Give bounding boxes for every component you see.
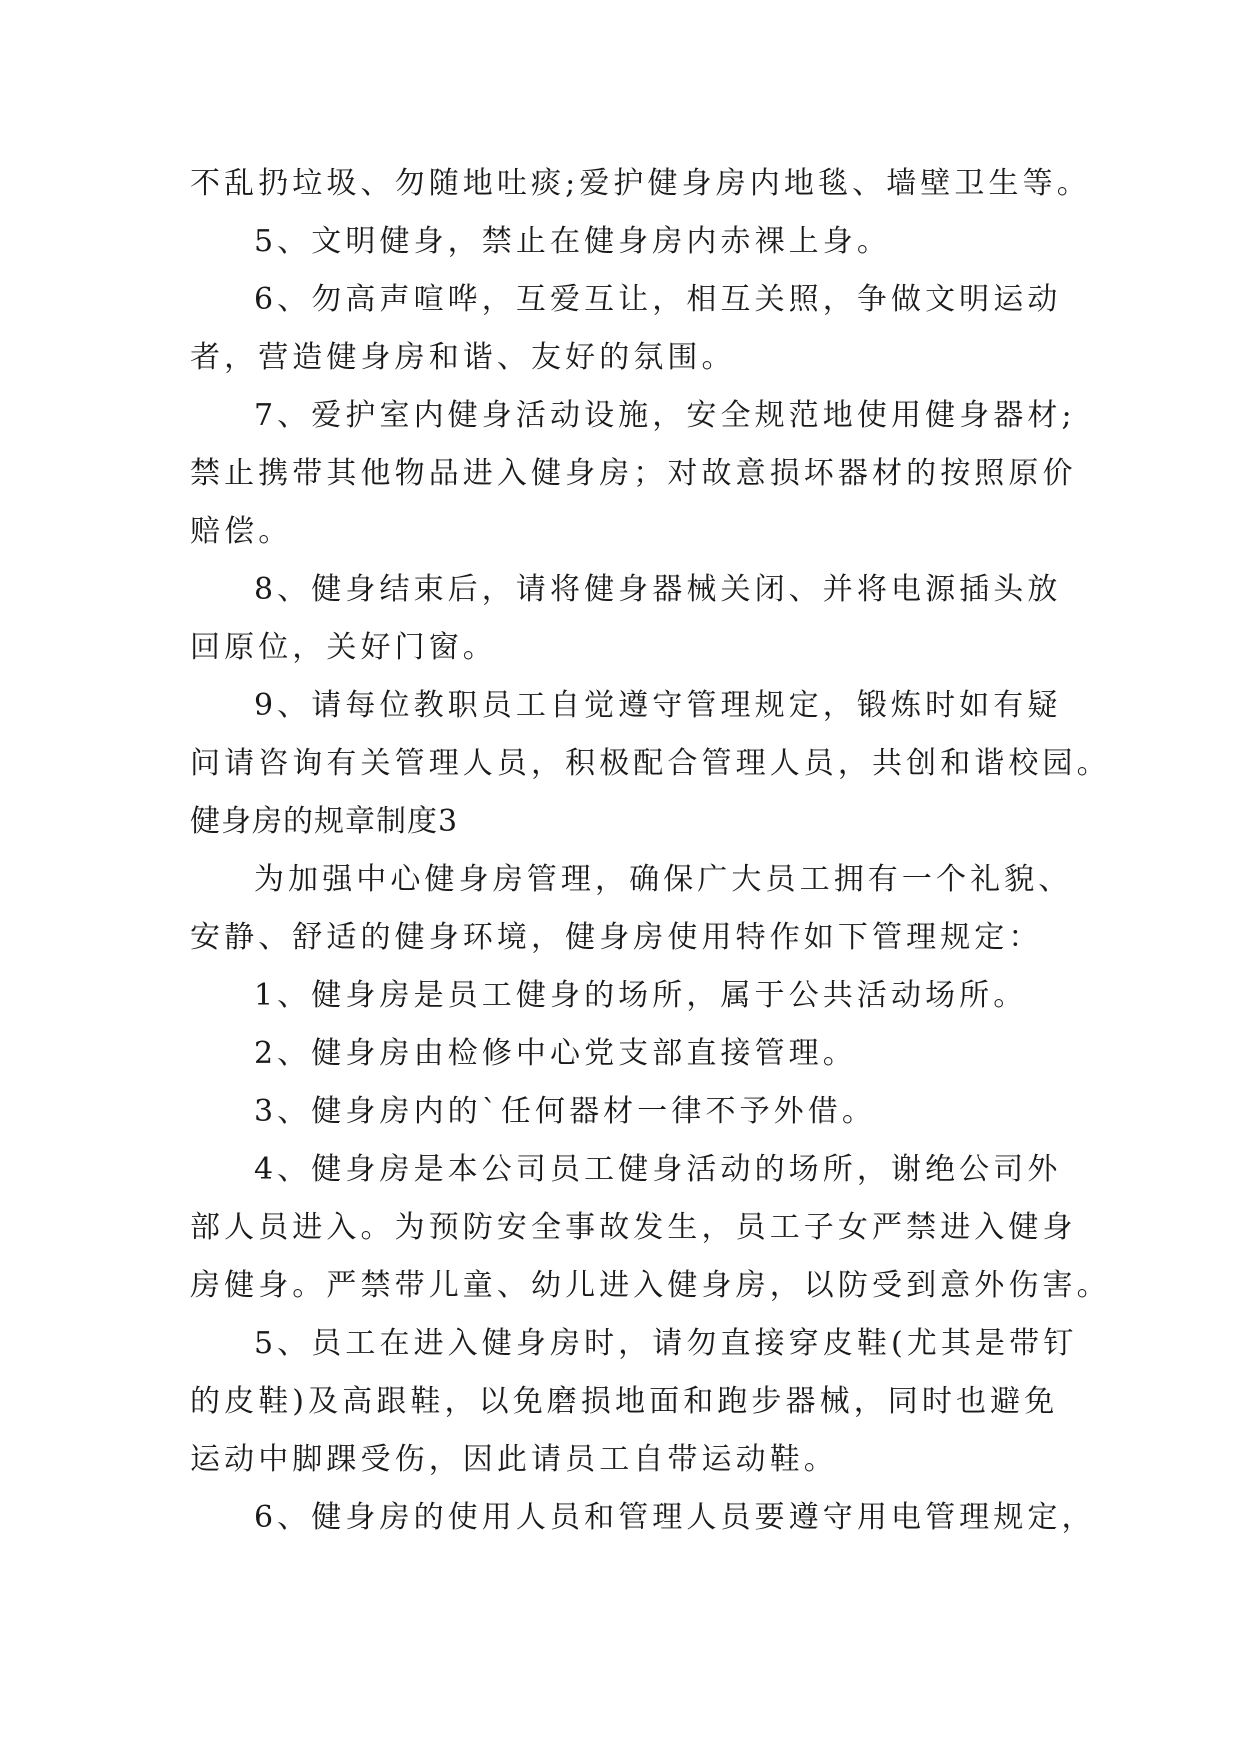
text-line: 3、健身房内的`任何器材一律不予外借。 <box>254 1094 876 1129</box>
text-line: 6、健身房的使用人员和管理人员要遵守用电管理规定， <box>254 1500 1096 1535</box>
document-body <box>190 155 1111 1547</box>
text-line: 房健身。严禁带儿童、幼儿进入健身房，以防受到意外伤害。 <box>190 1268 1111 1303</box>
text-line: 4、健身房是本公司员工健身活动的场所，谢绝公司外 <box>254 1152 1062 1187</box>
text-line: 回原位，关好门窗。 <box>190 630 497 665</box>
text-line: 者，营造健身房和谐、友好的氛围。 <box>190 340 736 375</box>
text-line: 赔偿。 <box>190 514 293 549</box>
text-line: 安静、舒适的健身环境，健身房使用特作如下管理规定： <box>190 920 1043 955</box>
text-line: 问请咨询有关管理人员，积极配合管理人员，共创和谐校园。 <box>190 746 1111 781</box>
text-line: 1、健身房是员工健身的场所，属于公共活动场所。 <box>254 978 1028 1013</box>
text-line: 部人员进入。为预防安全事故发生，员工子女严禁进入健身 <box>190 1210 1077 1245</box>
text-line: 运动中脚踝受伤，因此请员工自带运动鞋。 <box>190 1442 838 1477</box>
text-line: 6、勿高声喧哗，互爱互让，相互关照，争做文明运动 <box>254 282 1062 317</box>
text-line: 不乱扔垃圾、勿随地吐痰;爱护健身房内地毯、墙壁卫生等。 <box>190 166 1091 201</box>
text-line: 9、请每位教职员工自觉遵守管理规定，锻炼时如有疑 <box>254 688 1062 723</box>
text-line: 5、文明健身，禁止在健身房内赤裸上身。 <box>254 224 891 259</box>
text-line: 禁止携带其他物品进入健身房；对故意损坏器材的按照原价 <box>190 456 1077 491</box>
section-heading: 健身房的规章制度3 <box>190 804 459 839</box>
text-line: 7、爱护室内健身活动设施，安全规范地使用健身器材; <box>254 398 1076 433</box>
text-line: 为加强中心健身房管理，确保广大员工拥有一个礼貌、 <box>254 862 1073 897</box>
text-line: 5、员工在进入健身房时，请勿直接穿皮鞋(尤其是带钉 <box>254 1326 1078 1361</box>
text-line: 8、健身结束后，请将健身器械关闭、并将电源插头放 <box>254 572 1062 607</box>
text-line: 的皮鞋)及高跟鞋，以免磨损地面和跑步器械，同时也避免 <box>190 1384 1059 1419</box>
text-line: 2、健身房由检修中心党支部直接管理。 <box>254 1036 857 1071</box>
